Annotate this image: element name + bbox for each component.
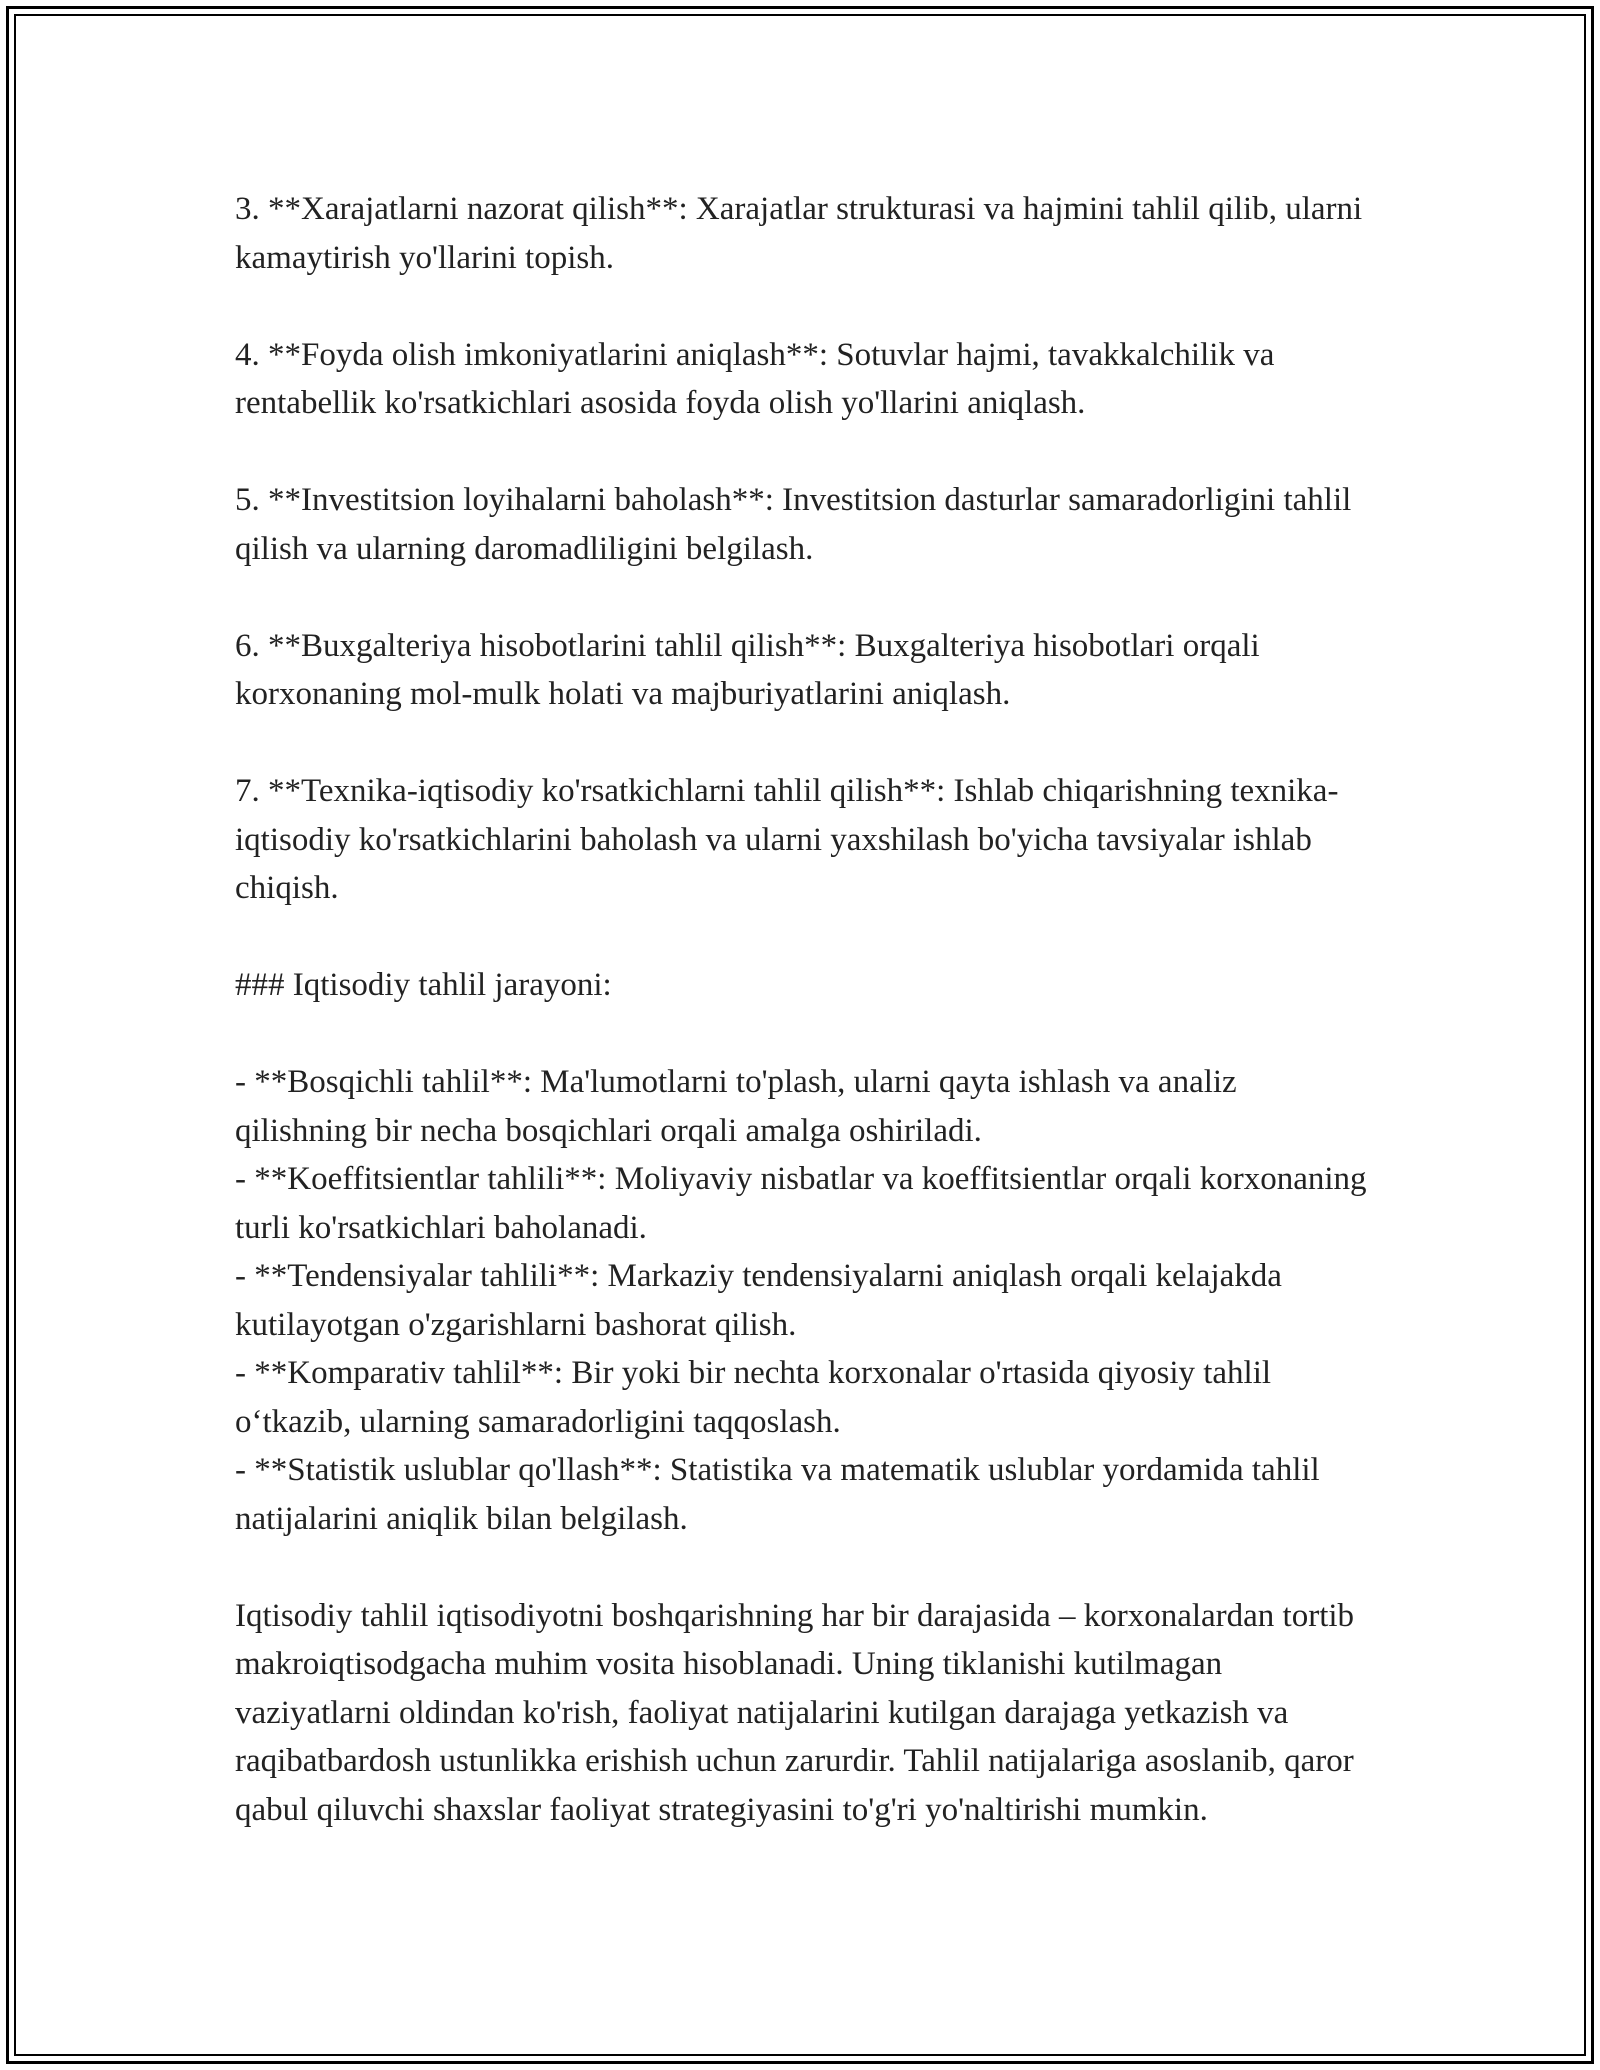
conclusion-paragraph: Iqtisodiy tahlil iqtisodiyotni boshqarishning har bir darajasida – korxonalardan tortib makroiqtisodgacha muhim vosita hisoblanadi. Uning tiklanishi kutilmagan vaziyatlarni oldindan ko'rish, faoliyat natijalarini kutilgan darajaga yetkazish va raqibatbardosh ustunlikka erishish uchun zarurdir. Tahlil natijalariga asoslanib, qaror qabul qiluvchi shaxslar faoliyat strategiyasini to'g'ri yo'naltirishi mumkin. bbox=[235, 1597, 1355, 1828]
numbered-item-6: 6. **Buxgalteriya hisobotlarini tahlil qilish**: Buxgalteriya hisobotlari orqali korxonaning mol-mulk holati va majburiyatlarini aniqlash. bbox=[235, 627, 1260, 712]
bullet-item-statistik: - **Statistik uslublar qo'llash**: Statistika va matematik uslublar yordamida tahlil natijalarini aniqlik bilan belgilash. bbox=[235, 1452, 1320, 1537]
document-body bbox=[235, 185, 1375, 1834]
numbered-item-5: 5. **Investitsion loyihalarni baholash**: Investitsion dasturlar samaradorligini tahlil qilish va ularning daromadliligini belgilash. bbox=[235, 482, 1352, 567]
bullet-item-komparativ: - **Komparativ tahlil**: Bir yoki bir nechta korxonalar o'rtasida qiyosiy tahlil o‘tkazib, ularning samaradorligini taqqoslash. bbox=[235, 1355, 1272, 1440]
numbered-item-3: 3. **Xarajatlarni nazorat qilish**: Xarajatlar strukturasi va hajmini tahlil qilib, ularni kamaytirish yo'llarini topish. bbox=[235, 191, 1363, 276]
bullet-item-bosqichli: - **Bosqichli tahlil**: Ma'lumotlarni to'plash, ularni qayta ishlash va analiz qilishning bir necha bosqichlari orqali amalga oshiriladi. bbox=[235, 1064, 1237, 1149]
bullet-item-koeffitsientlar: - **Koeffitsientlar tahlili**: Moliyaviy nisbatlar va koeffitsientlar orqali korxonaning turli ko'rsatkichlari baholanadi. bbox=[235, 1161, 1367, 1246]
bullet-list bbox=[235, 1058, 1375, 1543]
numbered-item-7: 7. **Texnika-iqtisodiy ko'rsatkichlarni tahlil qilish**: Ishlab chiqarishning texnika-iqtisodiy ko'rsatkichlarini baholash va ularni yaxshilash bo'yicha tavsiyalar ishlab chiqish. bbox=[235, 773, 1339, 906]
numbered-item-4: 4. **Foyda olish imkoniyatlarini aniqlash**: Sotuvlar hajmi, tavakkalchilik va rentabellik ko'rsatkichlari asosida foyda olish yo'llarini aniqlash. bbox=[235, 336, 1275, 421]
section-heading: ### Iqtisodiy tahlil jarayoni: bbox=[235, 967, 612, 1003]
bullet-item-tendensiyalar: - **Tendensiyalar tahlili**: Markaziy tendensiyalarni aniqlash orqali kelajakda kutilayotgan o'zgarishlarni bashorat qilish. bbox=[235, 1258, 1282, 1343]
